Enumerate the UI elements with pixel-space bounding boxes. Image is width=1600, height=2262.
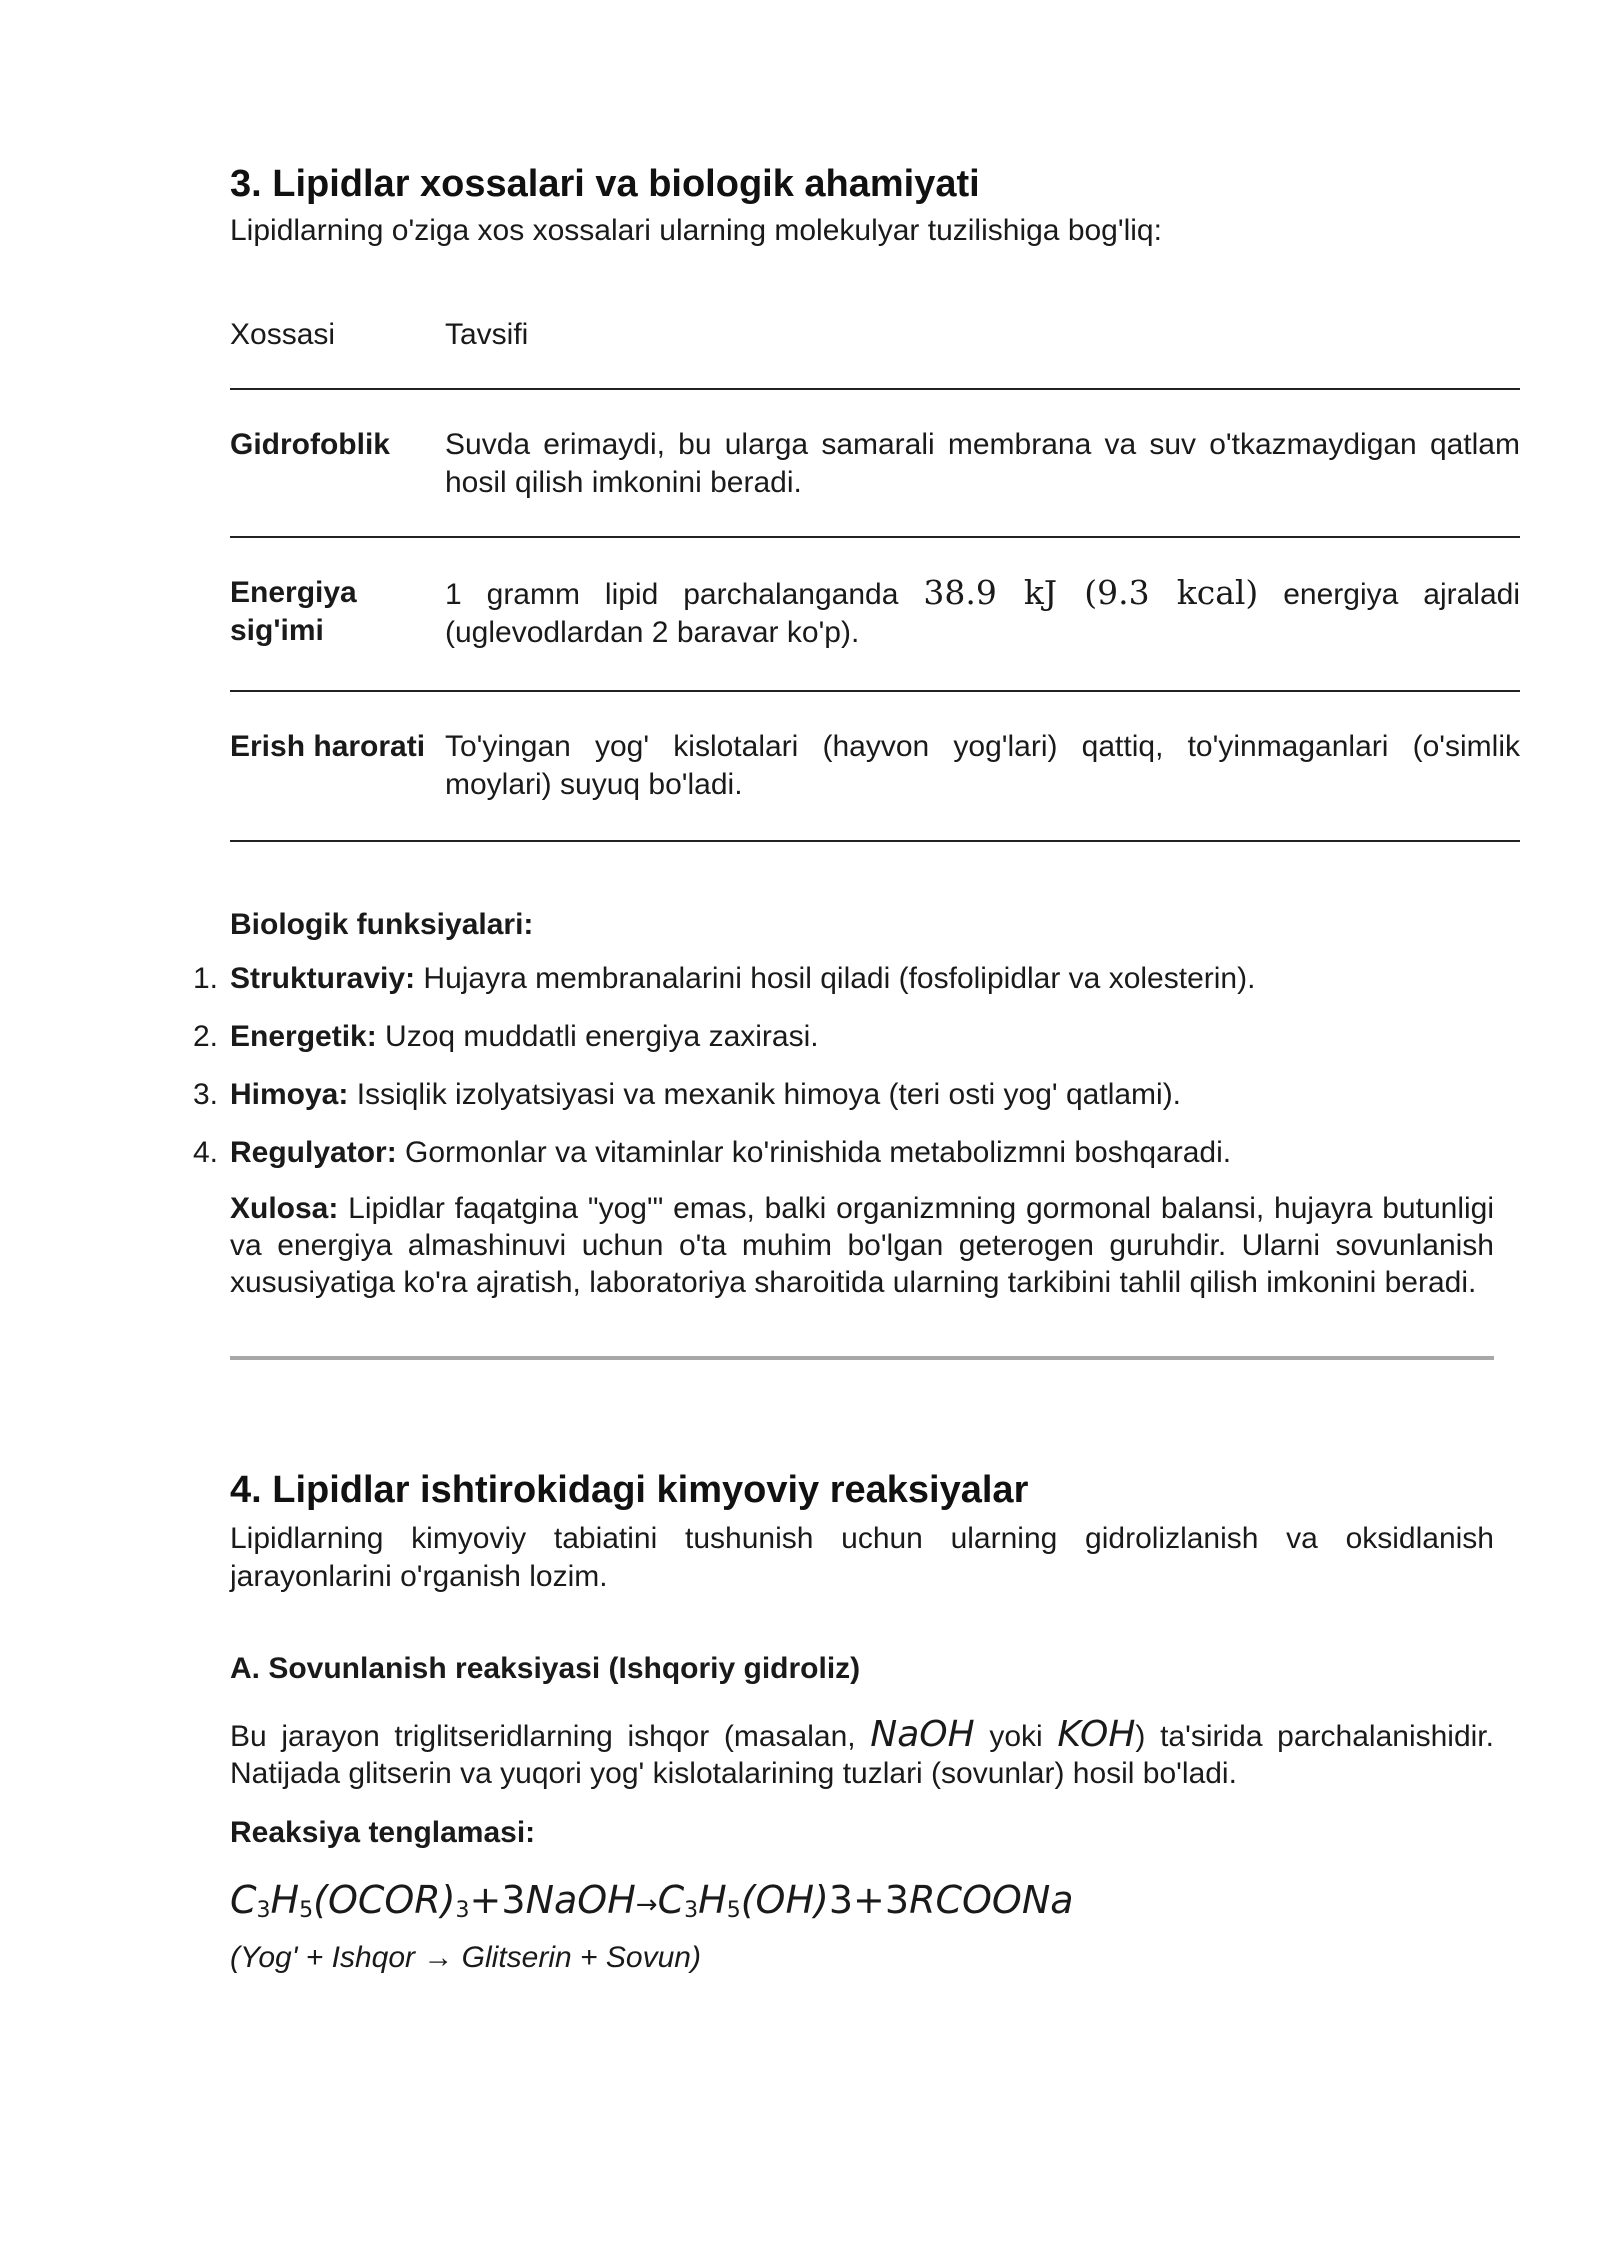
eq-part: +3 xyxy=(853,1878,910,1922)
property-description: Suvda erimaydi, bu ularga samarali membrana va suv o'tkazmaydigan qatlam hosil qilish imkonini beradi. xyxy=(445,428,1520,499)
section-divider xyxy=(230,1356,1494,1360)
property-description xyxy=(445,574,1520,690)
table-header-row xyxy=(230,316,1520,388)
list-item xyxy=(192,960,1520,1018)
eq-subscript: 3 xyxy=(256,1898,271,1923)
eq-part: H xyxy=(270,1878,300,1922)
eq-part: (OCOR) xyxy=(313,1878,456,1922)
paragraph-text: Bu jarayon triglitseridlarning ishqor (masalan, xyxy=(230,1720,871,1753)
naoh-formula: NaOH xyxy=(870,1714,975,1755)
table-row xyxy=(230,692,1520,840)
paragraph-text: ) ta'sirida parchalanishidir. Natijada glitserin va yuqori yog' kislotalarining tuzlari (sovunlar) hosil bo'ladi. xyxy=(230,1720,1494,1790)
eq-part: C xyxy=(230,1878,257,1922)
list-number: 4. xyxy=(192,1136,218,1169)
function-label: Energetik: xyxy=(230,1020,377,1053)
section-4-title: 4. Lipidlar ishtirokidagi kimyoviy reaksiyalar xyxy=(230,1469,1029,1511)
property-name xyxy=(230,574,445,690)
eq-part: NaOH xyxy=(525,1878,636,1922)
property-name-line: sig'imi xyxy=(230,614,324,647)
equation-legend: (Yog' + Ishqor → Glitserin + Sovun) xyxy=(230,1941,701,1974)
summary-label: Xulosa: xyxy=(230,1192,339,1225)
subsection-title: A. Sovunlanish reaksiyasi (Ishqoriy gidroliz) xyxy=(230,1652,861,1685)
function-text: Hujayra membranalarini hosil qiladi (fosfolipidlar va xolesterin). xyxy=(415,962,1256,995)
reaction-equation xyxy=(230,1876,1520,1935)
eq-subscript: 3 xyxy=(684,1898,699,1923)
eq-subscript: 3 xyxy=(455,1898,470,1923)
section-4 xyxy=(230,1466,1520,1977)
koh-formula: KOH xyxy=(1057,1714,1136,1755)
properties-table xyxy=(230,316,1520,842)
list-number: 2. xyxy=(192,1020,218,1053)
table-divider xyxy=(230,840,1520,842)
summary-text: Lipidlar faqatgina "yog'" emas, balki organizmning gormonal balansi, hujayra butunligi va energiya almashinuvi uchun o'ta muhim bo'lgan geterogen guruhdir. Ularni sovunlanish xususiyatiga ko'ra ajratish, laboratoriya sharoitida ularning tarkibini tahlil qilish imkonini beradi. xyxy=(230,1192,1494,1299)
property-description: To'yingan yog' kislotalari (hayvon yog'lari) qattiq, to'yinmaganlari (o'simlik moylari) suyuq bo'ladi. xyxy=(445,730,1520,801)
description-text: energiya ajraladi (uglevodlardan 2 baravar ko'p). xyxy=(445,578,1520,649)
eq-subscript: 5 xyxy=(299,1898,314,1923)
property-name-line: Energiya xyxy=(230,576,357,609)
equation-title: Reaksiya tenglamasi: xyxy=(230,1816,536,1849)
table-header-property: Xossasi xyxy=(230,318,336,351)
function-label: Himoya: xyxy=(230,1078,349,1111)
functions-title: Biologik funksiyalari: xyxy=(230,908,534,941)
table-header-description: Tavsifi xyxy=(445,318,529,351)
eq-part: C xyxy=(657,1878,685,1922)
list-item xyxy=(192,1134,1520,1192)
table-row xyxy=(230,390,1520,536)
section-3 xyxy=(230,160,1520,250)
eq-part: 3 xyxy=(828,1878,854,1922)
property-name: Erish harorati xyxy=(230,730,426,763)
section-3-title: 3. Lipidlar xossalari va biologik ahamiyati xyxy=(230,163,980,205)
list-number: 3. xyxy=(192,1078,218,1111)
list-number: 1. xyxy=(192,962,218,995)
list-item xyxy=(192,1018,1520,1076)
property-name: Gidrofoblik xyxy=(230,428,390,461)
eq-part: (OH) xyxy=(740,1878,829,1922)
eq-subscript: 5 xyxy=(726,1898,741,1923)
function-text: Issiqlik izolyatsiyasi va mexanik himoya (teri osti yog' qatlami). xyxy=(348,1078,1182,1111)
function-text: Uzoq muddatli energiya zaxirasi. xyxy=(376,1020,819,1053)
description-text: 1 gramm lipid parchalanganda xyxy=(445,578,924,611)
eq-arrow: → xyxy=(635,1890,658,1920)
function-label: Strukturaviy: xyxy=(230,962,416,995)
table-row xyxy=(230,538,1520,690)
function-text: Gormonlar va vitaminlar ko'rinishida metabolizmni boshqaradi. xyxy=(396,1136,1232,1169)
eq-part: H xyxy=(698,1878,727,1922)
eq-part: +3 xyxy=(469,1878,526,1922)
saponification-paragraph xyxy=(230,1716,1494,1792)
function-label: Regulyator: xyxy=(230,1136,397,1169)
energy-value: 38.9 kJ (9.3 kcal) xyxy=(923,573,1259,612)
section-4-intro: Lipidlarning kimyoviy tabiatini tushunish uchun ularning gidrolizlanish va oksidlanish jarayonlarini o'rganish lozim. xyxy=(230,1522,1494,1593)
section-3-intro: Lipidlarning o'ziga xos xossalari ularning molekulyar tuzilishiga bog'liq: xyxy=(230,214,1162,247)
eq-part: RCOONa xyxy=(909,1878,1074,1922)
functions-list xyxy=(192,960,1520,1192)
biological-functions xyxy=(192,906,1520,1301)
list-item xyxy=(192,1076,1520,1134)
paragraph-text: yoki xyxy=(974,1720,1058,1753)
summary-paragraph xyxy=(230,1190,1494,1301)
